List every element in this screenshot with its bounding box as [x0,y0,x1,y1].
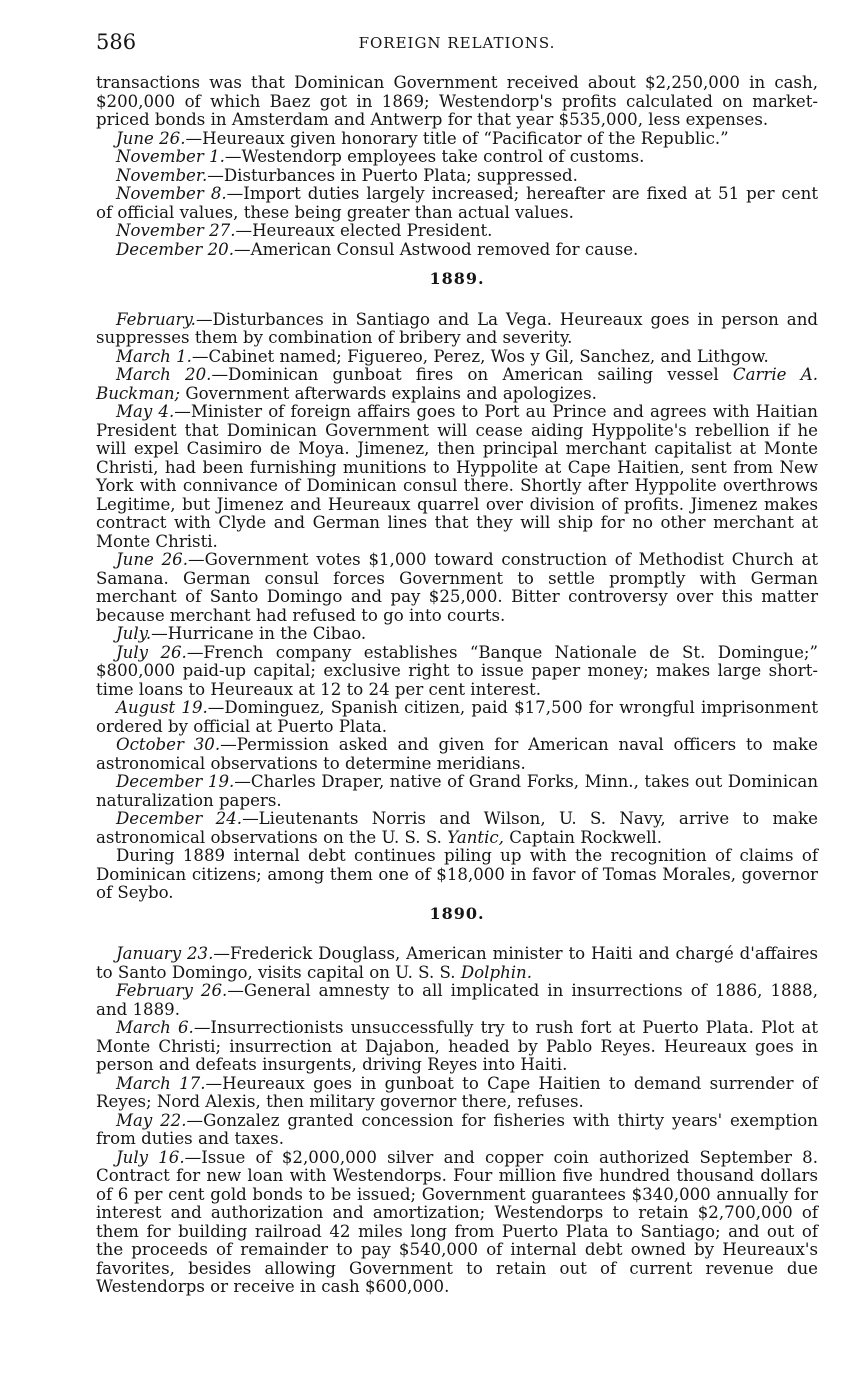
entry-date: August 19. [116,698,208,717]
chronology-entry [96,810,818,847]
chronology-entry [96,241,818,260]
entry-date: July 16. [116,1147,185,1167]
running-title: FOREIGN RELATIONS. [358,34,556,52]
chronology-entry [96,982,818,1019]
chronology-entry [96,1075,818,1112]
vessel-name: Dolphin. [460,962,533,982]
year-heading-1890: 1890. [429,903,485,923]
entry-text: —American Consul Astwood removed for cause. [234,239,639,259]
page-header [96,30,818,58]
entry-date: November 1. [116,147,225,166]
entry-date: November. [116,165,208,185]
entry-date: May 22. [116,1110,187,1130]
entry-text: —Insurrectionists unsuccessfully try to rush fort at Puerto Plata. Plot at Monte Christi; insurrection at Dajabon, headed by Pablo Reyes. Heureaux goes in person and defeats insurgents, driving Reyes into Haiti. [96,1018,818,1074]
chronology-entry [96,773,818,810]
summary-paragraph: During 1889 internal debt continues piling up with the recognition of claims of Dominican citizens; among them one of $18,000 in favor of Tomas Morales, governor of Seybo. [96,846,818,902]
entry-text: —Gonzalez granted concession for fisheries with thirty years' exemption from duties and taxes. [96,1110,818,1148]
entry-text: —Import duties largely increased; hereafter are fixed at 51 per cent of official values, these being greater than actual values. [96,184,819,222]
entry-text: Captain Rockwell. [503,827,663,847]
year-heading-1889: 1889. [429,269,485,288]
chronology-entry [96,348,818,367]
entry-text: —Heureaux goes in gunboat to Cape Haitien to demand surrender of Reyes; Nord Alexis, then military governor there, refuses. [96,1073,818,1111]
chronology-entry [96,699,818,736]
entry-text: —Westendorp employees take control of customs. [224,147,645,166]
chronology-entry [96,148,818,167]
entry-text: —Permission asked and given for American naval officers to make astronomical observations to determine meridians. [96,735,818,773]
entry-date: March 17. [116,1073,206,1093]
entry-text: —Disturbances in Santiago and La Vega. Heureaux goes in person and suppresses them by combination of bribery and severity. [96,309,818,347]
entry-date: November 27. [116,221,236,240]
chronology-entry [96,366,818,403]
entry-date: July. [116,624,152,643]
entry-date: May 4. [116,402,175,421]
chronology-entry [96,130,818,149]
entry-date: June 26. [116,550,188,569]
entry-date: March 6. [116,1018,194,1037]
entry-date: January 23. [116,944,214,963]
chronology-entry [96,311,818,348]
entry-text: —Minister of foreign affairs goes to Port au Prince and agrees with Haitian President that Dominican Government will cease aiding Hyppolite's rebellion if he will expel Casimiro de Moya. Jimenez, then principal merchant capitalist at Monte Christi, had been furnishing munitions to Hyppolite at Cape Haitien, sent from New York with connivance of Dominican consul there. Shortly after Hyppolite overthrows Legitime, but Jimenez and Heureaux quarrel over division of profits. Jimenez makes contract with Clyde and German lines that they will ship for no other merchant at Monte Christi. [96,402,818,551]
entry-date: March 1. [116,346,192,366]
entry-text: —Heureaux elected President. [235,221,493,240]
chronology-entry [96,1149,818,1297]
chronology-entry [96,167,818,186]
entry-text: —Disturbances in Puerto Plata; suppressed. [207,165,578,185]
entry-date: February. [116,309,196,329]
entry-date: October 30. [116,735,221,754]
entry-text: —General amnesty to all implicated in insurrections of 1886, 1888, and 1889. [96,981,818,1019]
chronology-entry [96,736,818,773]
entry-date: March 20. [116,365,212,384]
entry-date: November 8. [116,184,227,203]
entry-date: December 19. [116,772,235,791]
entry-text: —Lieutenants Norris and Wilson, U. S. Navy, arrive to make astronomical observations on the U. S. S. [96,809,818,847]
document-body [96,74,818,1297]
entry-date: June 26. [116,128,186,148]
chronology-entry [96,625,818,644]
entry-text: —Dominguez, Spanish citizen, paid $17,500 for wrongful imprisonment ordered by official at Puerto Plata. [96,698,818,736]
entry-text: —Cabinet named; Figuereo, Perez, Wos y Gil, Sanchez, and Lithgow. [191,346,769,366]
chronology-entry [96,644,818,700]
entry-date: December 24. [116,809,243,828]
page-number: 586 [96,30,137,54]
chronology-entry [96,1112,818,1149]
chronology-entry [96,945,818,982]
entry-text: —French company establishes “Banque Nationale de St. Domingue;” $800,000 paid-up capital; exclusive right to issue paper money; makes large short-time loans to Heureaux at 12 to 24 per cent interest. [96,642,818,699]
entry-date: December 20. [116,239,235,259]
chronology-entry [96,222,818,241]
entry-date: February 26. [116,981,228,1000]
entry-text: Government afterwards explains and apologizes. [180,383,597,403]
entry-text: —Dominican gunboat fires on American sailing vessel [211,365,733,384]
entry-text: —Frederick Douglass, American minister to Haiti and chargé d'affaires to Santo Domingo, visits capital on U. S. S. [96,944,818,982]
entry-text: —Heureaux given honorary title of “Pacificator of the Republic.” [185,128,729,148]
chronology-entry [96,1019,818,1075]
continuation-paragraph: transactions was that Dominican Government received about $2,250,000 in cash, $200,000 of which Baez got in 1869; Westendorp's profits calculated on market-priced bonds in Amsterdam and Antwerp for that year $535,000, less expenses. [96,73,818,129]
entry-text: —Charles Draper, native of Grand Forks, Minn., takes out Dominican naturalization papers. [96,772,818,810]
entry-date: July 26. [116,642,187,662]
chronology-entry [96,185,818,222]
entry-text: —Hurricane in the Cibao. [151,624,367,643]
chronology-entry [96,403,818,551]
vessel-name: Carrie A. Buckman; [96,365,818,403]
vessel-name: Yantic, [447,827,504,847]
entry-text: —Government votes $1,000 toward construction of Methodist Church at Samana. German consul forces Government to settle promptly with German merchant of Santo Domingo and pay $25,000. Bitter controversy over this matter because merchant had refused to go into courts. [96,550,819,625]
chronology-entry [96,551,818,625]
entry-text: —Issue of $2,000,000 silver and copper coin authorized September 8. Contract for new loan with Westendorps. Four million five hundred thousand dollars of 6 per cent gold bonds to be issued; Government guarantees $340,000 annually for interest and authorization and amortization; Westendorps to retain $2,700,000 of them for building railroad 42 miles long from Puerto Plata to Santiago; and out of the proceeds of remainder to pay $540,000 of internal debt owned by Heureaux's favorites, besides allowing Government to retain out of current revenue due Westendorps or receive in cash $600,000. [96,1147,818,1296]
